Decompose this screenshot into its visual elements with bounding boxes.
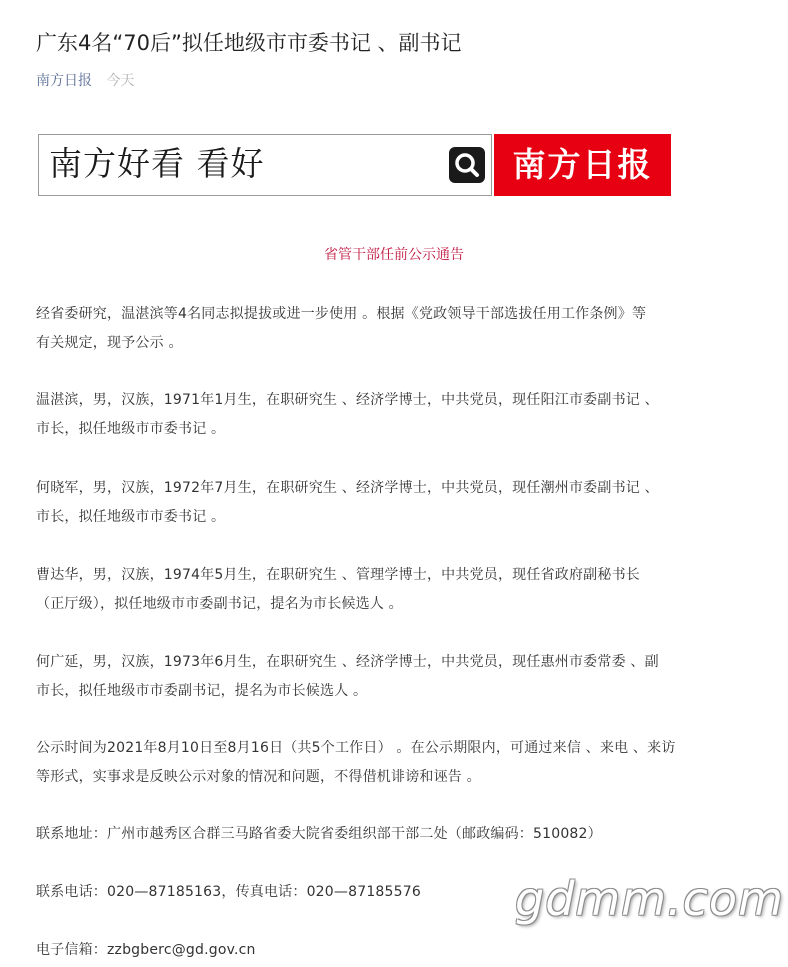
paragraph-candidate-4 xyxy=(36,648,722,706)
text-line: 温湛滨，男，汉族，1971年1月生，在职研究生 、经济学博士，中共党员，现任阳江市委副书记 、 xyxy=(36,392,659,408)
site-watermark: gdmm.com xyxy=(515,872,784,926)
paragraph-candidate-1 xyxy=(36,386,722,444)
banner-slogan-box xyxy=(38,134,492,196)
text-line: （正厅级），拟任地级市市委副书记，提名为市长候选人 。 xyxy=(36,596,403,612)
search-icon xyxy=(449,147,485,183)
article-title: 广东4名“70后”拟任地级市市委书记 、副书记 xyxy=(36,31,462,55)
text-line: 何广延，男，汉族，1973年6月生，在职研究生 、经济学博士，中共党员，现任惠州市委常委 、副 xyxy=(36,654,659,670)
text-line: 电子信箱：zzbgberc@gd.gov.cn xyxy=(36,942,256,958)
paragraph-public-period xyxy=(36,734,722,792)
text-line: 联系地址：广州市越秀区合群三马路省委大院省委组织部干部二处（邮政编码：510082） xyxy=(36,826,602,842)
text-line: 有关规定，现予公示 。 xyxy=(36,335,183,351)
source-link[interactable]: 南方日报 xyxy=(36,73,92,89)
text-line: 公示时间为2021年8月10日至8月16日（共5个工作日） 。在公示期限内，可通过来信 、来电 、来访 xyxy=(36,740,676,756)
banner-image xyxy=(38,134,671,196)
text-line: 市长，拟任地级市市委书记 。 xyxy=(36,421,226,437)
paragraph-candidate-2 xyxy=(36,474,722,532)
text-line: 何晓军，男，汉族，1972年7月生，在职研究生 、经济学博士，中共党员，现任潮州市委副书记 、 xyxy=(36,480,659,496)
text-line: 经省委研究，温湛滨等4名同志拟提拔或进一步使用 。根据《党政领导干部选拔任用工作条例》等 xyxy=(36,306,647,322)
article-meta xyxy=(36,70,134,92)
notice-subheading: 省管干部任前公示通告 xyxy=(324,247,464,263)
contact-address xyxy=(36,820,722,849)
contact-email xyxy=(36,936,722,965)
publish-time: 今天 xyxy=(106,73,135,89)
text-line: 市长，拟任地级市市委书记 。 xyxy=(36,509,226,525)
text-line: 等形式，实事求是反映公示对象的情况和问题，不得借机诽谤和诬告 。 xyxy=(36,769,481,785)
banner-brand-logo: 南方日报 xyxy=(494,134,671,196)
text-line: 市长，拟任地级市市委副书记，提名为市长候选人 。 xyxy=(36,683,368,699)
paragraph-intro xyxy=(36,300,722,358)
text-line: 曹达华，男，汉族，1974年5月生，在职研究生 、管理学博士，中共党员，现任省政府副秘书长 xyxy=(36,567,640,583)
banner-slogan: 南方好看 看好 xyxy=(49,144,265,183)
paragraph-candidate-3 xyxy=(36,561,722,619)
text-line: 联系电话：020—87185163，传真电话：020—87185576 xyxy=(36,884,421,900)
